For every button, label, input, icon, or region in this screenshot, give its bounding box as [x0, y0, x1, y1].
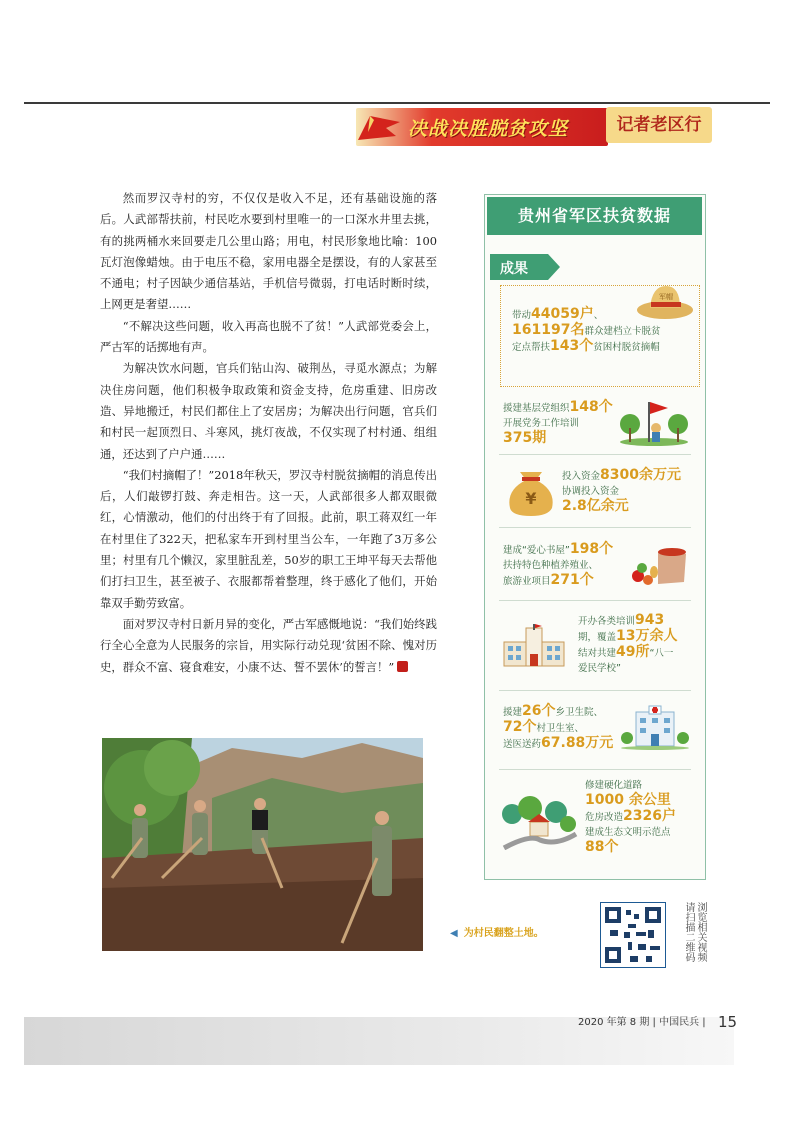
issue-info: 2020 年第 8 期 | 中国民兵 |	[578, 1017, 706, 1028]
school-building-icon	[502, 624, 566, 668]
photo-caption	[450, 924, 544, 939]
page-number: 15	[718, 1013, 738, 1031]
stat-block-6	[503, 704, 623, 752]
article-paragraph: 然而罗汉寺村的穷，不仅仅是收入不足，还有基础设施的落后。人武部帮扶前，村民吃水要到村里唯一的一口深水井里去挑，有的挑两桶水来回要走几公里山路；用电，村民形象地比喻：100瓦灯泡像蜡烛。由于电压不稳，家用电器全是摆设，有的人家甚至不通电；村子因缺少通信基站，手机信号微弱，打电话时断时续，上网更是奢望……	[100, 191, 437, 312]
stat-number: 8300余万元	[600, 467, 681, 483]
divider	[499, 690, 691, 691]
divider	[499, 600, 691, 601]
stat-text: 危房改造	[585, 812, 624, 823]
stat-number: 72个	[503, 719, 537, 735]
photo-caption-text: 为村民翻整土地。	[463, 928, 544, 939]
divider	[499, 769, 691, 770]
money-bag-icon	[502, 464, 560, 516]
divider	[499, 527, 691, 528]
stat-block-5	[578, 613, 698, 676]
qr-instruction: 浏览相关视频请扫描二维码	[683, 902, 706, 962]
article-paragraph	[100, 614, 437, 678]
stat-text: 、	[593, 310, 604, 321]
stat-number: 13万余人	[616, 628, 678, 644]
stat-number: 2.8亿余元	[562, 498, 629, 514]
stat-text: 开展党务工作培训	[503, 418, 580, 429]
stat-text: 建成生态文明示范点	[585, 827, 671, 838]
stat-text: 结对共建	[578, 648, 617, 659]
article-paragraph: “不解决这些问题，收入再高也脱不了贫！”人武部党委会上，严古军的话掷地有声。	[100, 318, 437, 355]
stat-number: 271个	[550, 572, 594, 588]
stat-number: 67.88万元	[541, 735, 614, 751]
stat-text: 群众建档立卡脱贫	[584, 326, 661, 337]
stat-text: 爱民学校”	[578, 663, 621, 674]
stat-number: 148个	[569, 399, 613, 415]
stat-text: 期，覆盖	[578, 632, 617, 643]
hat-label: 军帽	[659, 293, 673, 301]
stat-text: 投入资金	[562, 471, 601, 482]
stat-block-7	[585, 778, 700, 856]
stat-number: 88个	[585, 839, 619, 855]
panel-title: 贵州省军区扶贫数据	[487, 197, 702, 235]
section-label: 成果	[500, 261, 528, 277]
stat-text: “八一	[649, 648, 674, 659]
stat-text: 修建硬化道路	[585, 780, 643, 791]
article-paragraph: “我们村摘帽了！”2018年秋天，罗汉寺村脱贫摘帽的消息传出后，人们敲锣打鼓、奔走相告。这一天，人武部很多人都双眼微红，心情激动，他们的付出终于有了回报。此前，职工蒋双红一年在村里住了322天，把私家车开到村里当公车，一年跑了3万多公里；村里有几个懒汉，家里脏乱差，50岁的职工王坤平每天去帮他们打扫卫生，甚至被子、衣服都帮着整理，终于感化了他们，开始靠双手勤劳致富。	[100, 467, 437, 610]
stat-number: 198个	[569, 541, 614, 557]
stat-number: 143个	[550, 338, 594, 354]
stat-block-1	[512, 307, 682, 355]
stat-block-2	[503, 400, 623, 447]
stat-number: 44059户	[531, 306, 594, 322]
flag-icon	[356, 112, 402, 142]
article-paragraph-text: 面对罗汉寺村日新月异的变化，严古军感慨地说：“我们始终践行全心全意为人民服务的宗旨，用实际行动兑现‘贫困不除、愧对历史，群众不富、寝食难安，小康不达、誓不罢休’的誓言！”	[100, 616, 437, 674]
stat-block-3	[562, 468, 697, 515]
stat-number: 2326户	[623, 808, 676, 824]
qr-code-icon[interactable]	[600, 902, 666, 968]
end-mark-icon	[397, 661, 408, 672]
stat-text: 协调投入资金	[562, 486, 620, 497]
stat-number: 26个	[522, 703, 556, 719]
caption-arrow-icon: ◀	[450, 928, 458, 939]
stat-text: 援建	[503, 707, 523, 718]
stat-number: 375期	[503, 430, 547, 446]
stat-block-4	[503, 542, 633, 589]
article-body	[100, 188, 437, 678]
stat-text: 旅游业项目	[503, 576, 551, 587]
stat-text: 开办各类培训	[578, 616, 636, 627]
stat-text: 送医送药	[503, 739, 542, 750]
stat-text: 贫困村脱贫摘帽	[593, 342, 660, 353]
stat-text: 乡卫生院、	[555, 707, 604, 718]
stat-number: 1000 余公里	[585, 792, 671, 808]
stat-text: 建成“爱心书屋”	[503, 545, 570, 556]
stat-text: 扶持特色种植养殖业、	[503, 560, 599, 571]
stat-text: 定点帮扶	[512, 342, 551, 353]
stat-number: 943	[635, 612, 665, 628]
eco-village-icon	[500, 794, 578, 850]
stat-number: 161197名	[512, 322, 585, 338]
party-flag-trees-icon	[618, 398, 690, 446]
harvest-goods-icon	[628, 542, 692, 588]
top-rule	[24, 102, 770, 104]
svg-text:¥: ¥	[525, 489, 537, 508]
hospital-icon	[620, 704, 690, 750]
soldiers-farming-photo	[102, 738, 423, 951]
stat-number: 49所	[616, 644, 650, 660]
stat-text: 村卫生室、	[536, 723, 584, 734]
stat-text: 援建基层党组织	[503, 403, 570, 414]
column-title: 决战决胜脱贫攻坚	[408, 118, 569, 140]
divider	[499, 454, 691, 455]
stat-text: 带动	[512, 310, 532, 321]
column-tag: 记者老区行	[606, 107, 712, 143]
article-paragraph: 为解决饮水问题，官兵们钻山沟、破荆丛，寻觅水源点；为解决住房问题，他们积极争取政策和资金支持，危房重建、旧房改造、异地搬迁，村民们都住上了安居房；为解决出行问题，官兵们和村民一起顶烈日、斗寒风，挑灯夜战，不仅实现了村村通、组组通，还达到了户户通……	[100, 361, 437, 461]
